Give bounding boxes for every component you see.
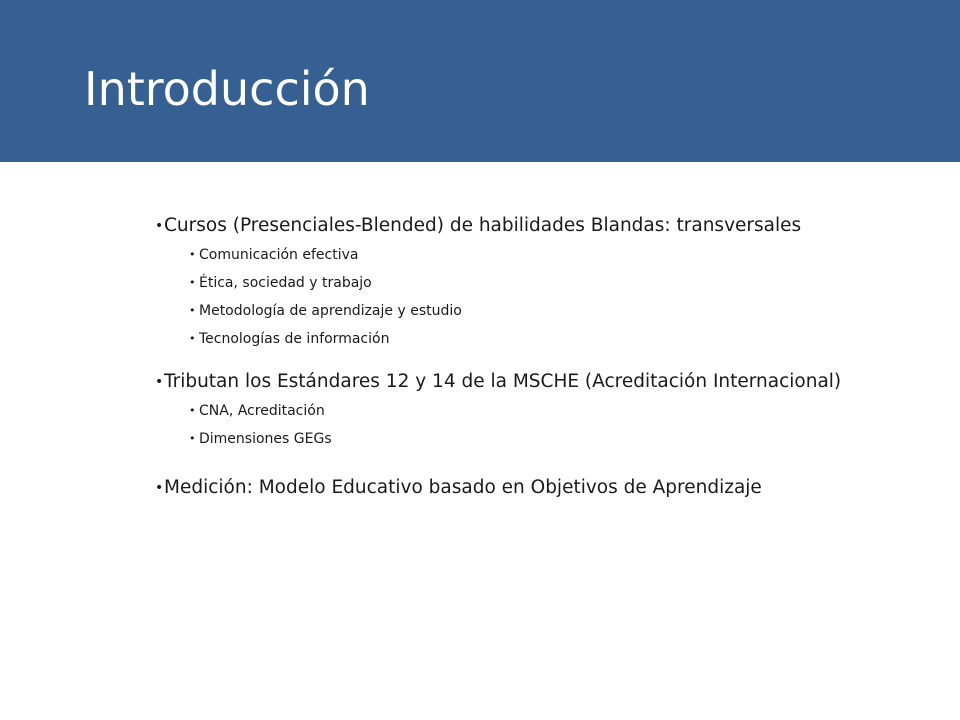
bullet-group bbox=[155, 214, 855, 348]
bullet-text: Medición: Modelo Educativo basado en Objetivos de Aprendizaje bbox=[164, 477, 762, 499]
sub-bullet-item bbox=[189, 246, 855, 264]
sub-bullet-text: Tecnologías de información bbox=[199, 331, 390, 348]
sub-bullet-dot-icon: • bbox=[189, 304, 196, 318]
sub-bullet-text: Comunicación efectiva bbox=[199, 247, 359, 264]
sub-bullet-dot-icon: • bbox=[189, 332, 196, 346]
sub-bullet-dot-icon: • bbox=[189, 432, 196, 446]
bullet-item bbox=[155, 370, 855, 394]
sub-bullet-dot-icon: • bbox=[189, 248, 196, 262]
sub-bullet-list bbox=[155, 246, 855, 348]
sub-bullet-item bbox=[189, 302, 855, 320]
sub-bullet-dot-icon: • bbox=[189, 276, 196, 290]
sub-bullet-dot-icon: • bbox=[189, 404, 196, 418]
sub-bullet-text: Metodología de aprendizaje y estudio bbox=[199, 303, 462, 320]
sub-bullet-text: Dimensiones GEGs bbox=[199, 431, 332, 448]
sub-bullet-item bbox=[189, 274, 855, 292]
bullet-dot-icon: • bbox=[155, 218, 164, 234]
title-band bbox=[0, 0, 960, 162]
sub-bullet-item bbox=[189, 330, 855, 348]
bullet-dot-icon: • bbox=[155, 480, 164, 497]
slide-content bbox=[155, 214, 855, 500]
sub-bullet-list bbox=[155, 402, 855, 448]
bullet-item bbox=[155, 214, 855, 238]
slide-title: Introducción bbox=[84, 62, 370, 116]
sub-bullet-item bbox=[189, 402, 855, 420]
bullet-text: Tributan los Estándares 12 y 14 de la MSCHE (Acreditación Internacional) bbox=[164, 371, 842, 393]
bullet-group bbox=[155, 370, 855, 448]
bullet-dot-icon: • bbox=[155, 374, 164, 391]
sub-bullet-text: CNA, Acreditación bbox=[199, 403, 325, 420]
sub-bullet-item bbox=[189, 430, 855, 448]
bullet-text: Cursos (Presenciales-Blended) de habilidades Blandas: transversales bbox=[164, 215, 802, 236]
bullet-group bbox=[155, 476, 855, 500]
bullet-item bbox=[155, 476, 855, 500]
sub-bullet-text: Ética, sociedad y trabajo bbox=[199, 275, 372, 292]
